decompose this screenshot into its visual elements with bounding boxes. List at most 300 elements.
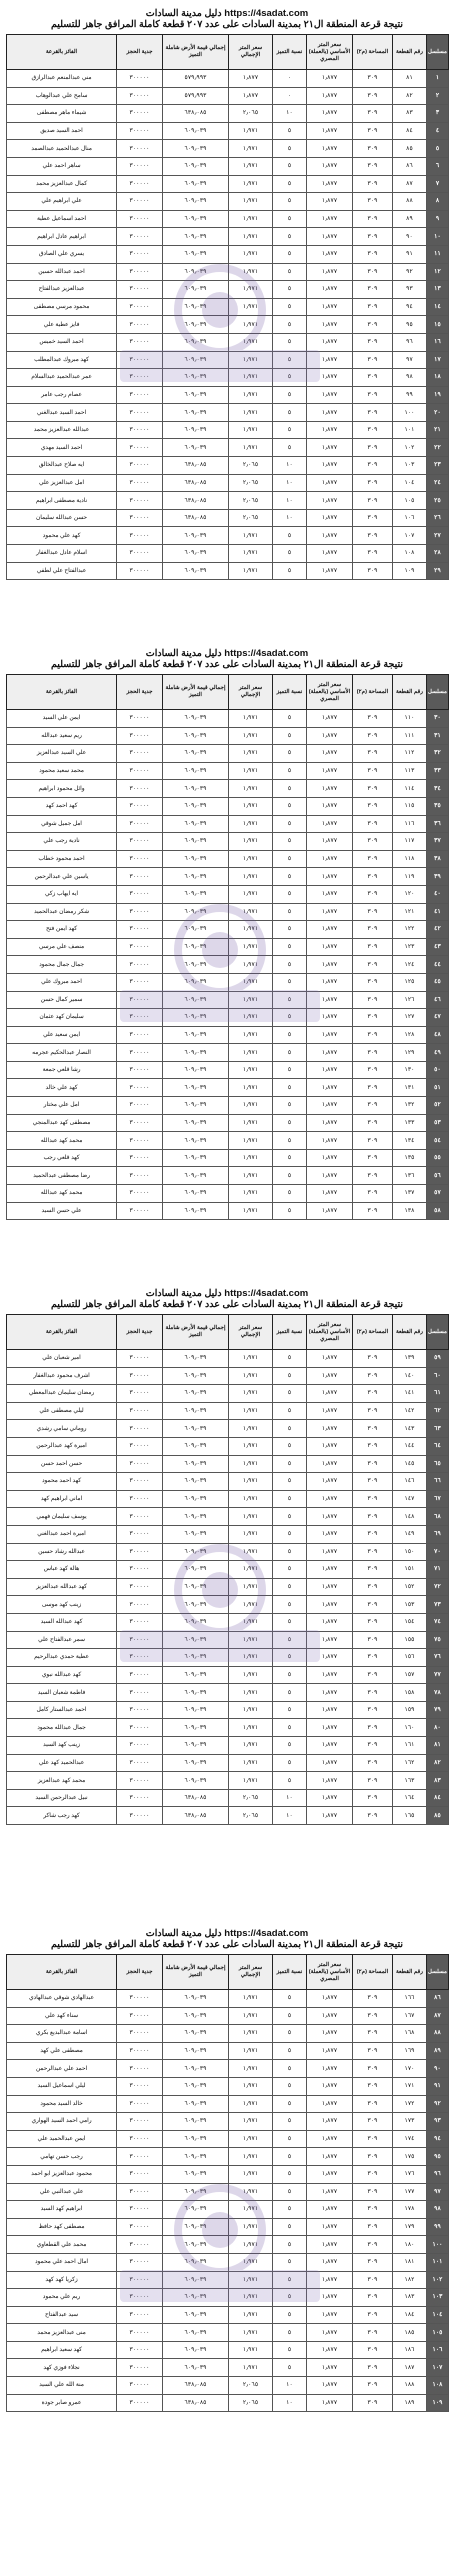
cell-premium: ٥: [273, 298, 307, 316]
cell-premium: ٥: [273, 1132, 307, 1150]
cell-premium: ٥: [273, 1167, 307, 1185]
table-row: [7, 727, 449, 745]
cell-total-price: ١٫٩٧١: [229, 527, 273, 545]
cell-premium: ٥: [273, 245, 307, 263]
cell-total-price: ١٫٩٧١: [229, 1114, 273, 1132]
cell-deposit: ٣٠٠٠٠٠: [117, 815, 163, 833]
cell-premium: ٥: [273, 175, 307, 193]
cell-plot: ١٣٢: [393, 1097, 427, 1115]
cell-serial: ٨: [427, 193, 449, 211]
cell-area: ٣٠٩: [353, 2377, 393, 2395]
cell-base-price: ١٫٨٧٧: [307, 2253, 353, 2271]
cell-serial: ٤٦: [427, 991, 449, 1009]
cell-total-price: ١٫٩٧١: [229, 1367, 273, 1385]
cell-plot: ٩٨: [393, 369, 427, 387]
cell-serial: ٧٢: [427, 1578, 449, 1596]
table-row: [7, 1596, 449, 1614]
cell-plot: ١٢٥: [393, 973, 427, 991]
cell-total-price: ١٫٨٧٧: [229, 87, 273, 105]
cell-total-price: ١٫٩٧١: [229, 439, 273, 457]
cell-base-price: ١٫٨٧٧: [307, 298, 353, 316]
cell-area: ٣٠٩: [353, 333, 393, 351]
cell-base-price: ١٫٨٧٧: [307, 2007, 353, 2025]
cell-plot: ١٤٦: [393, 1473, 427, 1491]
cell-land-value: ٥٧٩٫٩٩٣: [163, 70, 229, 88]
cell-serial: ٢: [427, 87, 449, 105]
cell-total-price: ١٫٩٧١: [229, 1543, 273, 1561]
cell-land-value: ٦٠٩٫٠٣٩: [163, 281, 229, 299]
cell-land-value: ٦٠٩٫٠٣٩: [163, 956, 229, 974]
cell-area: ٣٠٩: [353, 815, 393, 833]
cell-plot: ١٣٠: [393, 1061, 427, 1079]
cell-serial: ٥٨: [427, 1202, 449, 1220]
column-header-area: المساحة (م٢): [353, 1315, 393, 1350]
cell-deposit: ٣٠٠٠٠٠: [117, 850, 163, 868]
cell-serial: ٨٧: [427, 2007, 449, 2025]
cell-deposit: ٣٠٠٠٠٠: [117, 281, 163, 299]
cell-plot: ١٨١: [393, 2253, 427, 2271]
cell-winner: عبدالفتاح علي لطفي: [7, 562, 117, 580]
cell-area: ٣٠٩: [353, 1385, 393, 1403]
cell-premium: ٥: [273, 157, 307, 175]
cell-premium: ٥: [273, 885, 307, 903]
cell-deposit: ٣٠٠٠٠٠: [117, 1684, 163, 1702]
cell-plot: ١٢٠: [393, 885, 427, 903]
cell-premium: ٥: [273, 193, 307, 211]
cell-serial: ٧٠: [427, 1543, 449, 1561]
cell-land-value: ٦٣٨٫٠٨٥: [163, 105, 229, 123]
cell-deposit: ٣٠٠٠٠٠: [117, 2060, 163, 2078]
table-row: [7, 2060, 449, 2078]
cell-base-price: ١٫٨٧٧: [307, 1132, 353, 1150]
cell-plot: ١٨٤: [393, 2306, 427, 2324]
cell-land-value: ٦٠٩٫٠٣٩: [163, 1990, 229, 2008]
cell-base-price: ١٫٨٧٧: [307, 710, 353, 728]
cell-base-price: ١٫٨٧٧: [307, 1701, 353, 1719]
table-row: [7, 1026, 449, 1044]
results-page: [0, 640, 454, 1280]
table-row: [7, 1350, 449, 1368]
cell-base-price: ١٫٨٧٧: [307, 1631, 353, 1649]
cell-deposit: ٣٠٠٠٠٠: [117, 1473, 163, 1491]
cell-base-price: ١٫٨٧٧: [307, 956, 353, 974]
cell-land-value: ٦٠٩٫٠٣٩: [163, 298, 229, 316]
cell-area: ٣٠٩: [353, 1990, 393, 2008]
cell-winner: محمد علي القطعاوي: [7, 2236, 117, 2254]
table-row: [7, 1009, 449, 1027]
cell-area: ٣٠٩: [353, 386, 393, 404]
cell-deposit: ٣٠٠٠٠٠: [117, 797, 163, 815]
cell-plot: ١٢٦: [393, 991, 427, 1009]
cell-plot: ١٦٩: [393, 2042, 427, 2060]
cell-base-price: ١٫٨٧٧: [307, 105, 353, 123]
cell-plot: ١٥٠: [393, 1543, 427, 1561]
cell-deposit: ٣٠٠٠٠٠: [117, 2271, 163, 2289]
cell-base-price: ١٫٨٧٧: [307, 1508, 353, 1526]
cell-plot: ١٥٩: [393, 1701, 427, 1719]
table-row: [7, 2377, 449, 2395]
cell-base-price: ١٫٨٧٧: [307, 1613, 353, 1631]
cell-area: ٣٠٩: [353, 1132, 393, 1150]
column-header-land-value: إجمالي قيمة الأرض شاملة التميز: [163, 1315, 229, 1350]
cell-land-value: ٦٠٩٫٠٣٩: [163, 1525, 229, 1543]
cell-premium: ٥: [273, 815, 307, 833]
cell-area: ٣٠٩: [353, 2007, 393, 2025]
cell-land-value: ٦٠٩٫٠٣٩: [163, 1437, 229, 1455]
cell-base-price: ١٫٨٧٧: [307, 562, 353, 580]
cell-premium: ٥: [273, 745, 307, 763]
cell-base-price: ١٫٨٧٧: [307, 1097, 353, 1115]
cell-total-price: ١٫٩٧١: [229, 1385, 273, 1403]
cell-total-price: ١٫٩٧١: [229, 1132, 273, 1150]
cell-area: ٣٠٩: [353, 833, 393, 851]
cell-winner: امل عبدالعزيز علي: [7, 474, 117, 492]
cell-area: ٣٠٩: [353, 281, 393, 299]
cell-deposit: ٣٠٠٠٠٠: [117, 175, 163, 193]
cell-total-price: ١٫٩٧١: [229, 210, 273, 228]
cell-base-price: ١٫٨٧٧: [307, 2201, 353, 2219]
cell-plot: ٩٤: [393, 298, 427, 316]
cell-plot: ١٥١: [393, 1561, 427, 1579]
cell-deposit: ٣٠٠٠٠٠: [117, 868, 163, 886]
cell-base-price: ١٫٨٧٧: [307, 973, 353, 991]
table-row: [7, 2007, 449, 2025]
cell-premium: ٥: [273, 1508, 307, 1526]
table-row: [7, 1385, 449, 1403]
cell-premium: ٥: [273, 1490, 307, 1508]
cell-base-price: ١٫٨٧٧: [307, 991, 353, 1009]
cell-land-value: ٦٠٩٫٠٣٩: [163, 175, 229, 193]
cell-area: ٣٠٩: [353, 973, 393, 991]
cell-total-price: ٢٫٠٦٥: [229, 2394, 273, 2412]
cell-land-value: ٦٠٩٫٠٣٩: [163, 2077, 229, 2095]
cell-total-price: ١٫٩٧١: [229, 1402, 273, 1420]
cell-land-value: ٦٠٩٫٠٣٩: [163, 228, 229, 246]
cell-area: ٣٠٩: [353, 1490, 393, 1508]
cell-serial: ٩٠: [427, 2060, 449, 2078]
cell-area: ٣٠٩: [353, 2306, 393, 2324]
cell-land-value: ٦٠٩٫٠٣٩: [163, 2306, 229, 2324]
table-row: [7, 193, 449, 211]
cell-plot: ١٦٦: [393, 1990, 427, 2008]
cell-land-value: ٦٠٩٫٠٣٩: [163, 1350, 229, 1368]
cell-deposit: ٣٠٠٠٠٠: [117, 562, 163, 580]
table-row: [7, 281, 449, 299]
cell-deposit: ٣٠٠٠٠٠: [117, 1202, 163, 1220]
column-header-premium: نسبة التميز: [273, 1315, 307, 1350]
page-title: نتيجة قرعة المنطقة ال٢١ بمدينة السادات على عدد ٢٠٧ قطعة كاملة المرافق جاهز للتسليم: [50, 659, 404, 670]
cell-winner: عمر عبدالحميد عبدالسلام: [7, 369, 117, 387]
cell-plot: ١٣٩: [393, 1350, 427, 1368]
column-header-premium: نسبة التميز: [273, 675, 307, 710]
cell-deposit: ٣٠٠٠٠٠: [117, 921, 163, 939]
cell-premium: ٥: [273, 1737, 307, 1755]
table-row: [7, 1420, 449, 1438]
cell-plot: ١٧٦: [393, 2165, 427, 2183]
cell-serial: ٣٢: [427, 745, 449, 763]
cell-land-value: ٦٠٩٫٠٣٩: [163, 1649, 229, 1667]
cell-land-value: ٦٣٨٫٠٨٥: [163, 2377, 229, 2395]
cell-base-price: ١٫٨٧٧: [307, 87, 353, 105]
cell-base-price: ١٫٨٧٧: [307, 1455, 353, 1473]
column-header-deposit: جدية الحجز: [117, 675, 163, 710]
cell-total-price: ٢٫٠٦٥: [229, 2377, 273, 2395]
cell-serial: ٩٧: [427, 2183, 449, 2201]
cell-plot: ١٣٨: [393, 1202, 427, 1220]
cell-winner: سامح علي عبدالوهاب: [7, 87, 117, 105]
cell-base-price: ١٫٨٧٧: [307, 780, 353, 798]
cell-total-price: ١٫٩٧١: [229, 386, 273, 404]
cell-total-price: ٢٫٠٦٥: [229, 509, 273, 527]
cell-area: ٣٠٩: [353, 562, 393, 580]
cell-area: ٣٠٩: [353, 1044, 393, 1062]
cell-area: ٣٠٩: [353, 157, 393, 175]
cell-serial: ٥: [427, 140, 449, 158]
cell-winner: شكر رمضان عبدالحميد: [7, 903, 117, 921]
cell-area: ٣٠٩: [353, 1596, 393, 1614]
cell-area: ٣٠٩: [353, 885, 393, 903]
cell-plot: ١٠٨: [393, 545, 427, 563]
results-table: [6, 674, 449, 1220]
cell-total-price: ١٫٩٧١: [229, 1009, 273, 1027]
cell-base-price: ١٫٨٧٧: [307, 210, 353, 228]
table-row: [7, 1490, 449, 1508]
cell-winner: كهد رجب شاكر: [7, 1807, 117, 1825]
cell-area: ٣٠٩: [353, 1149, 393, 1167]
cell-plot: ١٠٣: [393, 457, 427, 475]
cell-premium: ٥: [273, 228, 307, 246]
column-header-base-price: سعر المتر الأساسي (بالعملة) المصري: [307, 35, 353, 70]
cell-area: ٣٠٩: [353, 2095, 393, 2113]
cell-land-value: ٦٠٩٫٠٣٩: [163, 2025, 229, 2043]
cell-total-price: ١٫٩٧١: [229, 421, 273, 439]
header-row: [7, 1315, 449, 1350]
cell-serial: ٦٤: [427, 1437, 449, 1455]
cell-area: ٣٠٩: [353, 2165, 393, 2183]
cell-serial: ٤١: [427, 903, 449, 921]
cell-serial: ٤٧: [427, 1009, 449, 1027]
cell-area: ٣٠٩: [353, 991, 393, 1009]
cell-base-price: ١٫٨٧٧: [307, 1402, 353, 1420]
cell-deposit: ٣٠٠٠٠٠: [117, 70, 163, 88]
cell-serial: ٨٦: [427, 1990, 449, 2008]
cell-deposit: ٣٠٠٠٠٠: [117, 903, 163, 921]
cell-plot: ١٧٣: [393, 2113, 427, 2131]
cell-deposit: ٣٠٠٠٠٠: [117, 2289, 163, 2307]
cell-total-price: ٢٫٠٦٥: [229, 1807, 273, 1825]
table-row: [7, 1666, 449, 1684]
cell-serial: ١٠١: [427, 2253, 449, 2271]
cell-plot: ١٣٤: [393, 1132, 427, 1150]
cell-total-price: ١٫٩٧١: [229, 1420, 273, 1438]
table-row: [7, 545, 449, 563]
cell-winner: عصام رجب عامر: [7, 386, 117, 404]
cell-area: ٣٠٩: [353, 1455, 393, 1473]
cell-total-price: ١٫٩٧١: [229, 1649, 273, 1667]
cell-premium: ٥: [273, 2095, 307, 2113]
cell-plot: ١٢٨: [393, 1026, 427, 1044]
cell-area: ٣٠٩: [353, 263, 393, 281]
cell-serial: ٦١: [427, 1385, 449, 1403]
cell-deposit: ٣٠٠٠٠٠: [117, 1044, 163, 1062]
cell-total-price: ١٫٩٧١: [229, 903, 273, 921]
cell-area: ٣٠٩: [353, 2113, 393, 2131]
results-table: [6, 1954, 449, 2412]
cell-serial: ٢٣: [427, 457, 449, 475]
cell-land-value: ٦٠٩٫٠٣٩: [163, 2271, 229, 2289]
table-row: [7, 991, 449, 1009]
cell-serial: ٥٦: [427, 1167, 449, 1185]
cell-winner: محمد كهد عبدالله: [7, 1185, 117, 1203]
cell-total-price: ١٫٩٧١: [229, 1202, 273, 1220]
cell-land-value: ٦٠٩٫٠٣٩: [163, 1420, 229, 1438]
cell-winner: احمد مبروك علي: [7, 973, 117, 991]
cell-winner: سليمان كهد عثمان: [7, 1009, 117, 1027]
cell-winner: زينب كهد موسى: [7, 1596, 117, 1614]
cell-plot: ٨٨: [393, 193, 427, 211]
cell-base-price: ١٫٨٧٧: [307, 140, 353, 158]
table-row: [7, 1367, 449, 1385]
table-row: [7, 2289, 449, 2307]
cell-land-value: ٦٠٩٫٠٣٩: [163, 1561, 229, 1579]
cell-serial: ٣: [427, 105, 449, 123]
cell-total-price: ١٫٩٧١: [229, 562, 273, 580]
cell-land-value: ٦٠٩٫٠٣٩: [163, 1737, 229, 1755]
cell-premium: ٥: [273, 850, 307, 868]
cell-plot: ١٨٠: [393, 2236, 427, 2254]
cell-base-price: ١٫٨٧٧: [307, 369, 353, 387]
cell-land-value: ٦٠٩٫٠٣٩: [163, 2060, 229, 2078]
cell-base-price: ١٫٨٧٧: [307, 2025, 353, 2043]
table-row: [7, 2042, 449, 2060]
table-row: [7, 1114, 449, 1132]
cell-base-price: ١٫٨٧٧: [307, 2077, 353, 2095]
cell-land-value: ٦٠٩٫٠٣٩: [163, 2324, 229, 2342]
cell-serial: ١٠٩: [427, 2394, 449, 2412]
cell-total-price: ١٫٩٧١: [229, 815, 273, 833]
table-row: [7, 509, 449, 527]
cell-plot: ١٧٥: [393, 2148, 427, 2166]
cell-total-price: ١٫٩٧١: [229, 2042, 273, 2060]
cell-premium: ٥: [273, 2183, 307, 2201]
cell-total-price: ١٫٩٧١: [229, 2306, 273, 2324]
cell-land-value: ٦٠٩٫٠٣٩: [163, 193, 229, 211]
cell-deposit: ٣٠٠٠٠٠: [117, 1772, 163, 1790]
cell-plot: ١٦١: [393, 1737, 427, 1755]
cell-land-value: ٦٠٩٫٠٣٩: [163, 1185, 229, 1203]
table-row: [7, 421, 449, 439]
cell-deposit: ٣٠٠٠٠٠: [117, 956, 163, 974]
cell-land-value: ٦٠٩٫٠٣٩: [163, 1578, 229, 1596]
cell-winner: منصف علي مرسي: [7, 938, 117, 956]
cell-deposit: ٣٠٠٠٠٠: [117, 210, 163, 228]
cell-base-price: ١٫٨٧٧: [307, 1807, 353, 1825]
cell-serial: ٢٥: [427, 492, 449, 510]
cell-deposit: ٣٠٠٠٠٠: [117, 193, 163, 211]
table-row: [7, 1772, 449, 1790]
cell-deposit: ٣٠٠٠٠٠: [117, 2165, 163, 2183]
cell-serial: ٢٨: [427, 545, 449, 563]
cell-total-price: ١٫٩٧١: [229, 2130, 273, 2148]
cell-serial: ٩٤: [427, 2130, 449, 2148]
cell-base-price: ١٫٨٧٧: [307, 1114, 353, 1132]
cell-deposit: ٣٠٠٠٠٠: [117, 1508, 163, 1526]
cell-winner: احمد السيد صديق: [7, 122, 117, 140]
table-row: [7, 2324, 449, 2342]
table-row: [7, 474, 449, 492]
cell-land-value: ٦٠٩٫٠٣٩: [163, 439, 229, 457]
column-header-land-value: إجمالي قيمة الأرض شاملة التميز: [163, 675, 229, 710]
cell-serial: ٤٩: [427, 1044, 449, 1062]
cell-deposit: ٣٠٠٠٠٠: [117, 298, 163, 316]
cell-serial: ١٠٨: [427, 2377, 449, 2395]
cell-premium: ٥: [273, 1437, 307, 1455]
cell-land-value: ٦٠٩٫٠٣٩: [163, 1631, 229, 1649]
cell-land-value: ٦٠٩٫٠٣٩: [163, 885, 229, 903]
cell-total-price: ١٫٩٧١: [229, 762, 273, 780]
cell-winner: احمد السيد خميس: [7, 333, 117, 351]
column-header-premium: نسبة التميز: [273, 1955, 307, 1990]
cell-area: ٣٠٩: [353, 1009, 393, 1027]
cell-land-value: ٦٣٨٫٠٨٥: [163, 474, 229, 492]
cell-land-value: ٦٠٩٫٠٣٩: [163, 2218, 229, 2236]
cell-base-price: ١٫٨٧٧: [307, 745, 353, 763]
cell-total-price: ١٫٩٧١: [229, 1666, 273, 1684]
column-header-plot: رقم القطعة: [393, 675, 427, 710]
cell-area: ٣٠٩: [353, 1578, 393, 1596]
cell-area: ٣٠٩: [353, 1402, 393, 1420]
results-page: [0, 1920, 454, 2560]
cell-serial: ١٠٧: [427, 2359, 449, 2377]
cell-plot: ١٧٤: [393, 2130, 427, 2148]
cell-land-value: ٦٠٩٫٠٣٩: [163, 1473, 229, 1491]
cell-total-price: ١٫٩٧١: [229, 281, 273, 299]
cell-serial: ١٠٢: [427, 2271, 449, 2289]
cell-total-price: ٢٫٠٦٥: [229, 474, 273, 492]
cell-land-value: ٦٠٩٫٠٣٩: [163, 1613, 229, 1631]
cell-total-price: ١٫٩٧١: [229, 1061, 273, 1079]
cell-base-price: ١٫٨٧٧: [307, 122, 353, 140]
table-row: [7, 850, 449, 868]
cell-premium: ٥: [273, 1649, 307, 1667]
cell-winner: محمود عبدالعزيز ابو احمد: [7, 2165, 117, 2183]
table-row: [7, 70, 449, 88]
cell-deposit: ٣٠٠٠٠٠: [117, 2148, 163, 2166]
cell-winner: كهد ايمن فتح: [7, 921, 117, 939]
cell-area: ٣٠٩: [353, 545, 393, 563]
cell-deposit: ٣٠٠٠٠٠: [117, 509, 163, 527]
table-row: [7, 762, 449, 780]
cell-total-price: ١٫٩٧١: [229, 122, 273, 140]
cell-deposit: ٣٠٠٠٠٠: [117, 2201, 163, 2219]
cell-deposit: ٣٠٠٠٠٠: [117, 2130, 163, 2148]
cell-base-price: ١٫٨٧٧: [307, 2113, 353, 2131]
table-row: [7, 1079, 449, 1097]
cell-serial: ١٠٠: [427, 2236, 449, 2254]
cell-serial: ٦٨: [427, 1508, 449, 1526]
cell-premium: ٥: [273, 2042, 307, 2060]
cell-land-value: ٦٠٩٫٠٣٩: [163, 157, 229, 175]
header-row: [7, 1955, 449, 1990]
cell-land-value: ٦٠٩٫٠٣٩: [163, 1044, 229, 1062]
cell-total-price: ١٫٩٧١: [229, 2324, 273, 2342]
cell-winner: نبيل عبدالرحمن السيد: [7, 1789, 117, 1807]
table-row: [7, 2394, 449, 2412]
cell-land-value: ٦٠٩٫٠٣٩: [163, 369, 229, 387]
cell-winner: مني عبدالمنعم عبدالرازق: [7, 70, 117, 88]
table-row: [7, 1719, 449, 1737]
table-row: [7, 2359, 449, 2377]
